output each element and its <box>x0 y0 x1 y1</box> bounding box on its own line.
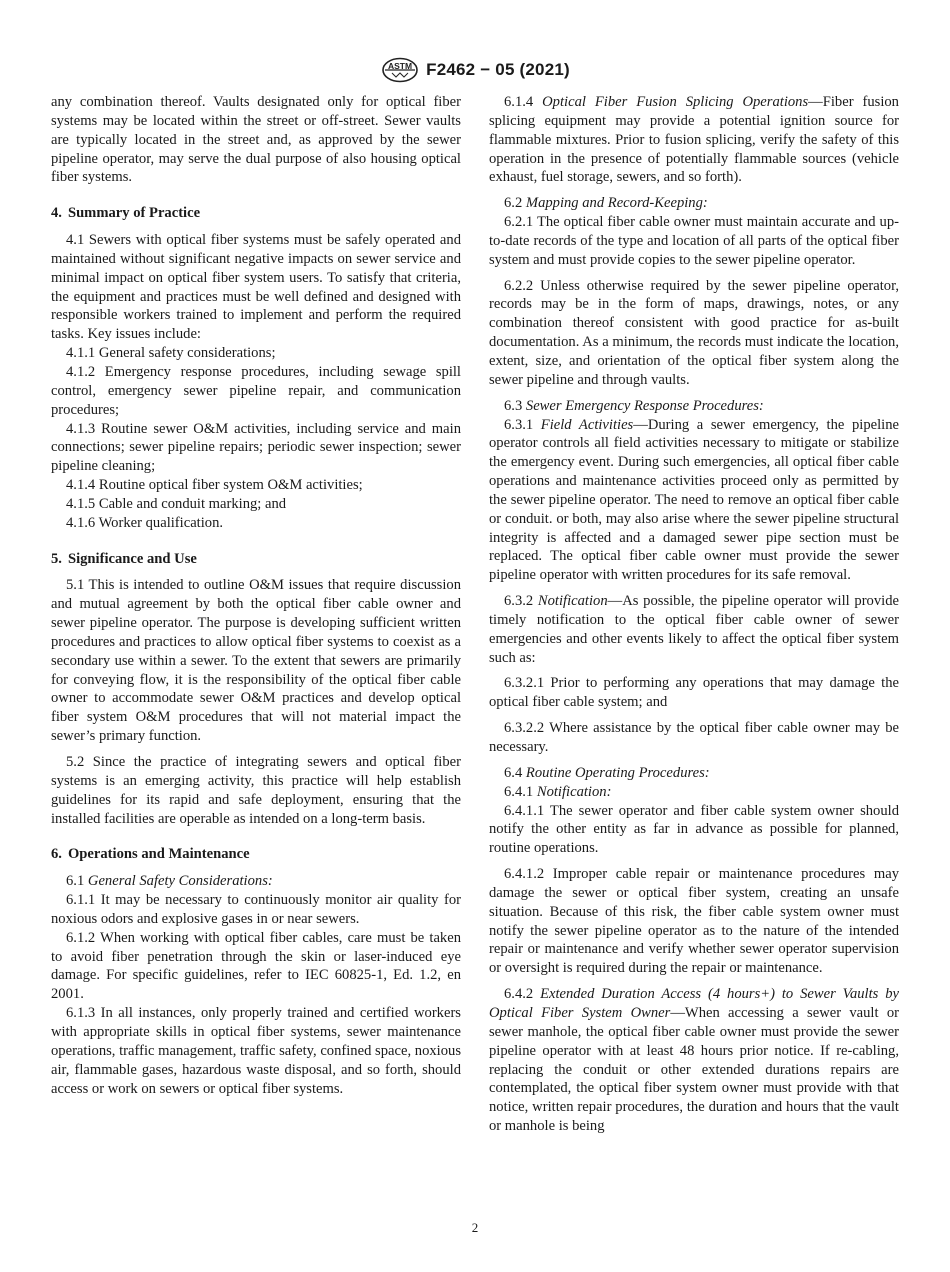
paragraph-4-1-6: 4.1.6 Worker qualification. <box>66 514 224 531</box>
paragraph-6-1-3: 6.1.3 In all instances, only properly trained and certified workers with appropriate skills in optical fiber systems, sewer maintenance operations, traffic management, traffic safety, confined space, noxious air, flammable gases, hazardous waste disposal, and so forth, should access or work on sewers or optical fiber systems. <box>51 1005 461 1097</box>
paragraph-6-3 <box>489 397 899 416</box>
paragraph-6-1-1: 6.1.1 It may be necessary to continuously monitor air quality for noxious odors and explosive gases in or near sewers. <box>51 892 461 927</box>
paragraph-4-1-3: 4.1.3 Routine sewer O&M activities, including service and main connections; sewer pipeline repairs; periodic sewer inspection; sewer pipeline cleaning; <box>51 420 461 475</box>
paragraph-4-1-5: 4.1.5 Cable and conduit marking; and <box>66 495 287 512</box>
section-heading-6 <box>51 845 461 864</box>
clause-title: Routine Operating Procedures: <box>525 764 710 781</box>
paragraph-6-2-2: 6.2.2 Unless otherwise required by the sewer pipeline operator, records may be in the form of maps, drawings, notes, or any combination thereof consistent with good practice for as-built documentation. As a minimum, the records must indicate the location, extent, size, and orientation of the optical fiber system along the sewer pipeline and through vaults. <box>489 277 899 388</box>
section-heading-5 <box>51 550 461 569</box>
section-title: Operations and Maintenance <box>67 846 250 863</box>
clause-title: Optical Fiber Fusion Splicing Operations <box>542 94 809 110</box>
clause-number: 6.2 <box>504 195 523 212</box>
paragraph-continued: any combination thereof. Vaults designated only for optical fiber systems may be located within the street or off-street. Sewer vaults are typically located in the street and, as approved by the sewer pipeline operator, may serve the dual purpose of also housing optical fiber systems. <box>51 94 461 186</box>
paragraph-6-4-1 <box>489 783 899 802</box>
clause-number: 6.4.1 <box>504 783 534 800</box>
svg-text:ASTM: ASTM <box>388 61 413 71</box>
clause-number: 6.3 <box>504 397 523 414</box>
clause-title: Field Activities <box>540 416 634 433</box>
clause-number: 6.3.2 <box>504 593 534 610</box>
paragraph-6-1-2: 6.1.2 When working with optical fiber cables, care must be taken to avoid fiber penetration through the skin or laser-induced eye damage. For specific guidelines, refer to IEC 60825-1, Ed. 1.2, en 2001. <box>51 929 461 1003</box>
page-number: 2 <box>471 1220 479 1235</box>
paragraph-6-4-1-1: 6.4.1.1 The sewer operator and fiber cable system owner should notify the other entity as far in advance as possible for planned, routine operations. <box>489 802 899 857</box>
clause-number: 6.4.2 <box>504 986 534 1003</box>
section-title: Summary of Practice <box>67 205 201 222</box>
document-designation: F2462 − 05 (2021) <box>426 60 570 79</box>
clause-text: —As possible, the pipeline operator will provide timely notification to the optical fiber cable owner of sewer emergencies and other events likely to affect the optical fiber system such as: <box>489 593 899 666</box>
paragraph-6-3-2 <box>489 592 899 667</box>
paragraph-6-1 <box>51 872 461 891</box>
clause-title: Mapping and Record-Keeping: <box>525 195 708 212</box>
paragraph-6-3-2-2: 6.3.2.2 Where assistance by the optical fiber cable owner may be necessary. <box>489 720 899 755</box>
paragraph-4-1: 4.1 Sewers with optical fiber systems must be safely operated and maintained without significant negative impacts on sewer service and minimal impact on optical fiber system users. To satisfy that criteria, the equipment and practices must be well defined and designed with responsible workers trained to implement and perform the required tasks. Key issues include: <box>51 232 461 343</box>
clause-text: —When accessing a sewer vault or sewer manhole, the optical fiber cable owner must provide the sewer pipeline operator with at least 48 hours prior notice. If re-cabling, replacing the conduit or other extended durations repairs are contemplated, the optical fiber system owner must provide with that notice, written repair procedures, the duration and hours that the vault or manhole is being <box>489 1004 899 1135</box>
section-title: Significance and Use <box>67 550 197 567</box>
section-number: 4. <box>51 205 62 222</box>
paragraph-4-1-4: 4.1.4 Routine optical fiber system O&M activities; <box>66 477 363 494</box>
paragraph-4-1-2: 4.1.2 Emergency response procedures, including sewage spill control, emergency sewer pipeline repair, and communication procedures; <box>51 363 461 418</box>
section-heading-4 <box>51 204 461 223</box>
paragraph-6-2-1: 6.2.1 The optical fiber cable owner must maintain accurate and up-to-date records of the type and location of all parts of the optical fiber system and must provide copies to the sewer pipeline operator. <box>489 214 899 268</box>
clause-title: Extended Duration Access (4 hours+) to Sewer Vaults by Optical Fiber System Owner <box>489 986 899 1021</box>
paragraph-6-2 <box>489 194 899 213</box>
clause-title: Sewer Emergency Response Procedures: <box>525 397 764 414</box>
clause-title: Notification: <box>536 783 612 800</box>
clause-number: 6.1 <box>66 873 85 890</box>
paragraph-5-2: 5.2 Since the practice of integrating sewers and optical fiber systems is an emerging activity, this practice will help establish guidelines for its rapid and safe deployment, ensuring that the installed facilities are operable as intended on a long-term basis. <box>51 754 461 827</box>
clause-text: —During a sewer emergency, the pipeline operator controls all field activities necessary to mitigate or stabilize the emergency event. During such emergencies, all optical fiber cable operations and maintenance activities proceed only as permitted by the sewer pipeline operator. The need to remove an optical fiber cable or conduit. or both, may also arise where the sewer pipeline structural integrity is affected and a damaged sewer pipe section must be replaced. The optical fiber cable owner must provide the sewer pipeline operator with written procedures for its safe removal. <box>489 416 899 584</box>
clause-title: General Safety Considerations: <box>87 873 273 890</box>
section-number: 5. <box>51 550 62 567</box>
section-number: 6. <box>51 846 62 863</box>
right-column <box>489 93 899 1136</box>
paragraph-4-1-1: 4.1.1 General safety considerations; <box>66 345 276 362</box>
paragraph-6-4 <box>489 764 899 783</box>
clause-number: 6.4 <box>504 764 523 781</box>
paragraph-6-4-1-2: 6.4.1.2 Improper cable repair or maintenance procedures may damage the sewer or optical fiber system, creating an unsafe situation. Because of this risk, the fiber cable system owner must notify the sewer pipeline operator as to the nature of the intended repair or maintenance and verify whether sewer operator supervision or oversight is required during the repair or maintenance. <box>489 866 899 977</box>
paragraph-6-3-2-1: 6.3.2.1 Prior to performing any operations that may damage the optical fiber cable system; and <box>489 675 899 711</box>
paragraph-6-4-2 <box>489 985 899 1136</box>
clause-title: Notification <box>537 593 608 610</box>
paragraph-5-1: 5.1 This is intended to outline O&M issues that require discussion and mutual agreement by both the optical fiber cable owner and sewer pipeline operator. The purpose is developing sufficient written procedures and practices to allow optical fiber systems to coexist as a secondary use within a sewer. To the extent that sewers are primarily for conveying flow, it is the responsibility of the optical fiber cable owner to accommodate sewer O&M practices and develop optical fiber system O&M procedures that will not material impact the sewer’s primary function. <box>51 577 461 745</box>
paragraph-6-1-4 <box>489 93 899 187</box>
astm-logo-icon <box>380 57 420 83</box>
clause-number: 6.3.1 <box>504 416 534 433</box>
page-header <box>0 55 950 85</box>
clause-text: —Fiber fusion splicing equipment may provide a potential ignition source for flammable mixtures. Prior to fusion splicing, verify the safety of this operation in the presence of potentially flammable sources (vehicle exhaust, fuel storage, sewers, and so forth). <box>489 94 899 186</box>
clause-number: 6.1.4 <box>504 94 534 110</box>
left-column <box>51 93 461 1098</box>
paragraph-6-3-1 <box>489 416 899 586</box>
